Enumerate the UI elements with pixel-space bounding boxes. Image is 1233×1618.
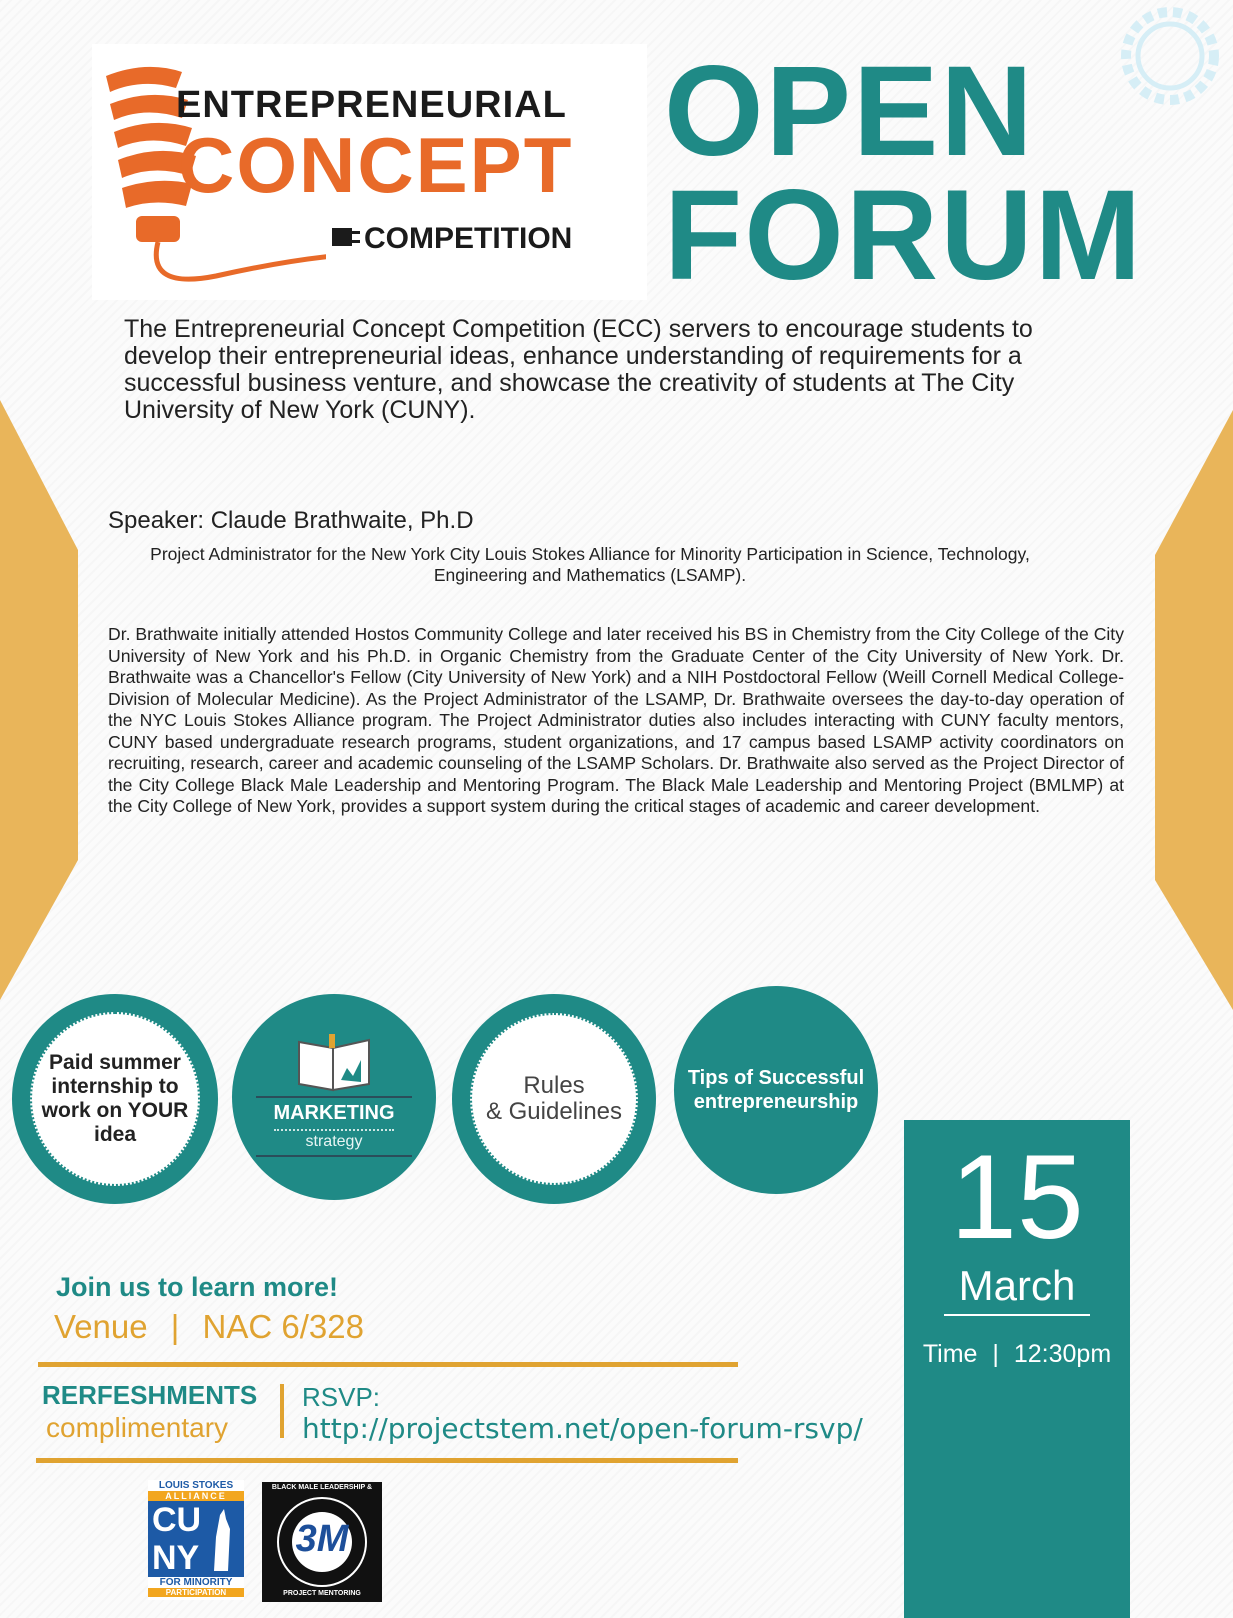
venue-line: Venue | NAC 6/328 [54, 1308, 364, 1345]
venue-value: NAC 6/328 [202, 1308, 364, 1345]
bmlmp-logo [262, 1482, 382, 1602]
title-forum: FORUM [664, 164, 1144, 307]
divider-top [38, 1362, 738, 1367]
circle-internship-text: Paid summer internship to work on YOUR idea [41, 1051, 189, 1146]
circle-internship [12, 994, 218, 1204]
marketing-subtitle: strategy [305, 1132, 363, 1150]
refreshments-label: RERFESHMENTS [42, 1380, 258, 1410]
book-chart-icon [289, 1032, 379, 1094]
time-value: 12:30pm [1013, 1340, 1112, 1368]
lsamp-bottom-1: FOR MINORITY [159, 1577, 233, 1588]
bmlmp-ring-top: BLACK MALE LEADERSHIP & [271, 1484, 373, 1491]
rsvp-link[interactable]: http://projectstem.net/open-forum-rsvp/ [302, 1412, 863, 1445]
join-heading: Join us to learn more! [56, 1272, 339, 1302]
refreshments-value: complimentary [46, 1412, 229, 1443]
vertical-divider [280, 1384, 284, 1438]
speaker-bio: Dr. Brathwaite initially attended Hostos Community College and later received his BS in Chemistry from the City College of the City University of New York and his Ph.D. in Organic Chemistry from the Graduate Center of the City University of New York. Dr. Brathwaite was a Chancellor's Fellow (City University of New York) and a NIH Postdoctoral Fellow (Weill Cornell Medical College-Division of Molecular Medicine). As the Project Administrator of the LSAMP, Dr. Brathwaite oversees the day-to-day operation of the NYC Louis Stokes Alliance program. The Project Administrator duties also includes interacting with CUNY faculty mentors, CUNY based undergraduate research programs, student organizations, and 17 campus based LSAMP activity coordinators on recruiting, research, career and academic counseling of the LSAMP Scholars. Dr. Brathwaite also served as the Project Director of the City College Black Male Leadership and Mentoring Program. The Black Male Leadership and Mentoring Project (BMLMP) at the City College of New York, provides a support system during the critical stages of academic and career development. [108, 624, 1124, 816]
lsamp-bottom-2: PARTICIPATION [148, 1588, 244, 1597]
title-open: OPEN [664, 40, 1035, 183]
rules-line-1: Rules [523, 1072, 585, 1099]
date-month: March [958, 1262, 1076, 1309]
lsamp-cu: CU [152, 1501, 202, 1539]
gear-decoration-icon [1112, 4, 1230, 114]
date-underline [944, 1314, 1090, 1316]
intro-paragraph: The Entrepreneurial Concept Competition (ECC) servers to encourage students to develop their entrepreneurial ideas, enhance understanding of requirements for a successful business venture, and showcase the creativity of students at The City University of New York (CUNY). [124, 315, 1033, 424]
date-day: 15 [950, 1130, 1084, 1264]
logo-line-1: ENTREPRENEURIAL [176, 84, 567, 126]
logo-line-2: CONCEPT [178, 121, 574, 209]
statue-of-liberty-icon [206, 1509, 240, 1573]
speaker-role: Project Administrator for the New York City Louis Stokes Alliance for Minority Participation in Science, Technology, Engineering and Mathematics (LSAMP). [150, 544, 1030, 585]
lsamp-top-1: LOUIS STOKES [158, 1480, 234, 1491]
divider-bottom [36, 1458, 738, 1463]
lsamp-top-2: ALLIANCE [148, 1491, 244, 1501]
lsamp-logo [148, 1480, 244, 1600]
circle-tips [674, 986, 878, 1194]
bmlmp-mark: 3M [295, 1518, 349, 1560]
bmlmp-ring-bottom: PROJECT MENTORING [283, 1590, 361, 1597]
tips-line-1: Tips of Successful [687, 1067, 865, 1089]
left-gold-shape [0, 400, 80, 1000]
circle-marketing [232, 994, 436, 1200]
right-gold-shape [1153, 410, 1233, 1010]
rules-line-2: & Guidelines [485, 1098, 623, 1125]
time-label: Time [922, 1340, 978, 1368]
venue-label: Venue [54, 1308, 148, 1345]
time-line: Time | 12:30pm [922, 1340, 1112, 1368]
speaker-name: Speaker: Claude Brathwaite, Ph.D [108, 507, 474, 534]
ecc-logo [92, 44, 647, 300]
rsvp-label: RSVP: [302, 1382, 381, 1412]
logo-line-3: COMPETITION [364, 222, 573, 255]
date-box [904, 1120, 1130, 1618]
circle-rules [452, 994, 656, 1204]
lsamp-ny: NY [152, 1539, 200, 1577]
tips-line-2: entrepreneurship [693, 1091, 859, 1113]
plug-icon [332, 222, 360, 252]
marketing-title: MARKETING [273, 1101, 395, 1124]
